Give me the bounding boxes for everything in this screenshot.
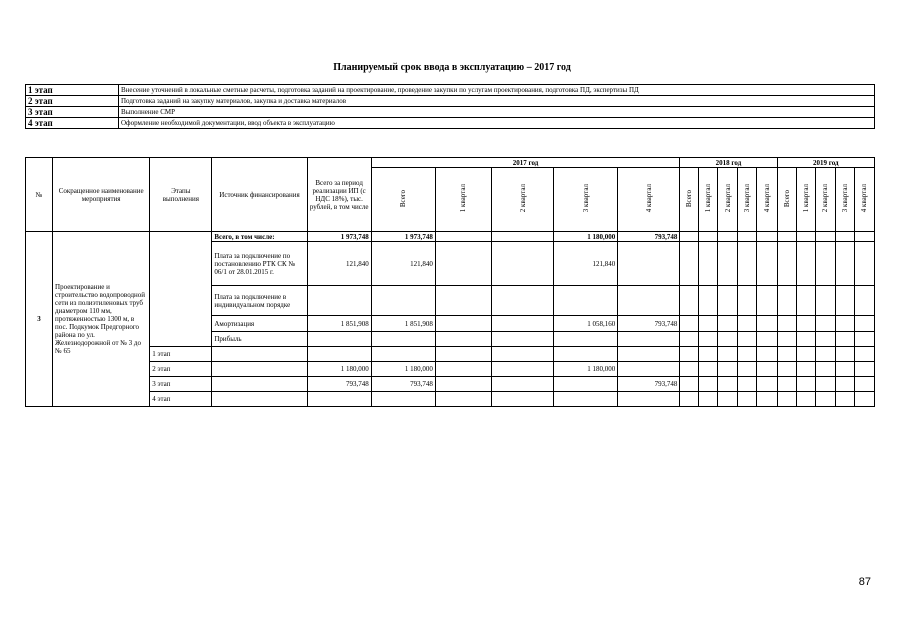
col-name: Сокращенное наименование мероприятия	[53, 158, 150, 232]
col-2017-all: Всего	[399, 189, 408, 208]
col-total: Всего за период реализации ИП (с НДС 18%), тыс. рублей, в том числе	[307, 158, 371, 232]
table-row	[26, 118, 875, 129]
src1-total: 121,840	[307, 242, 371, 286]
col-2018-q2: 2 квартал	[723, 184, 732, 213]
table-header-row	[26, 158, 875, 168]
stage-name: 1 этап	[26, 85, 119, 96]
stage-2: 2 этап	[150, 362, 212, 377]
src3-q3: 1 058,160	[554, 316, 618, 332]
total-q3: 1 180,000	[554, 232, 618, 242]
src3-total: 1 851,908	[307, 316, 371, 332]
col-2019-q1: 1 квартал	[801, 184, 810, 213]
row-num: 3	[26, 232, 53, 407]
row-name: Проектирование и строительство водопроводной сети из полиэтиленовых труб диаметром 110 мм, протяженностью 1300 м, в пос. Подкумок Предгорного района по ул. Железнодорожной от № 3 до № 65	[53, 232, 150, 407]
table-row	[26, 362, 875, 377]
stages-table	[25, 84, 875, 129]
page-title: Планируемый срок ввода в эксплуатацию – 2017 год	[333, 62, 571, 73]
stage-3: 3 этап	[150, 377, 212, 392]
col-2019-all: Всего	[782, 189, 791, 208]
col-source: Источник финансирования	[212, 158, 307, 232]
source-connection-rtk: Плата за подключение по постановлению РТК СК № 06/1 от 28.01.2015 г.	[212, 242, 307, 286]
table-row	[26, 96, 875, 107]
col-2018-q4: 4 квартал	[763, 184, 772, 213]
col-2017-q1: 1 квартал	[459, 184, 468, 213]
total-value: 1 973,748	[307, 232, 371, 242]
col-2017-q2: 2 квартал	[518, 184, 527, 213]
source-profit: Прибыль	[212, 332, 307, 347]
schedule-table	[25, 157, 875, 407]
stage-desc: Выполнение СМР	[119, 107, 875, 118]
table-row	[26, 85, 875, 96]
col-2017-q4: 4 квартал	[644, 184, 653, 213]
stage-name: 2 этап	[26, 96, 119, 107]
table-row	[26, 107, 875, 118]
stage-name: 3 этап	[26, 107, 119, 118]
total-label: Всего, в том числе:	[212, 232, 307, 242]
col-2019-q2: 2 квартал	[821, 184, 830, 213]
col-2019: 2019 год	[777, 158, 874, 168]
source-connection-individual: Плата за подключение в индивидуальном порядке	[212, 286, 307, 316]
total-2017: 1 973,748	[371, 232, 435, 242]
col-2018: 2018 год	[680, 158, 777, 168]
source-amortization: Амортизация	[212, 316, 307, 332]
src1-q3: 121,840	[554, 242, 618, 286]
col-2018-q1: 1 квартал	[704, 184, 713, 213]
col-stages: Этапы выполнения	[150, 158, 212, 232]
page-number: 87	[858, 576, 871, 588]
col-2018-all: Всего	[685, 189, 694, 208]
src3-q4: 793,748	[618, 316, 680, 332]
st3-q4: 793,748	[618, 377, 680, 392]
stage-4: 4 этап	[150, 392, 212, 407]
table-row	[26, 347, 875, 362]
src1-2017: 121,840	[371, 242, 435, 286]
col-2019-q4: 4 квартал	[860, 184, 869, 213]
col-2018-q3: 3 квартал	[743, 184, 752, 213]
col-2017: 2017 год	[371, 158, 680, 168]
stage-desc: Подготовка заданий на закупку материалов, закупка и доставка материалов	[119, 96, 875, 107]
stage-desc: Внесение уточнений в локальные сметные расчеты, подготовка заданий на проектирование, проведение закупки по услугам проектирования, подготовка ПД, экспертизы ПД	[119, 85, 875, 96]
st2-2017: 1 180,000	[371, 362, 435, 377]
total-q4: 793,748	[618, 232, 680, 242]
col-2017-q3: 3 квартал	[581, 184, 590, 213]
table-row	[26, 392, 875, 407]
stage-1: 1 этап	[150, 347, 212, 362]
st2-total: 1 180,000	[307, 362, 371, 377]
st3-total: 793,748	[307, 377, 371, 392]
st3-2017: 793,748	[371, 377, 435, 392]
table-row	[26, 377, 875, 392]
stage-desc: Оформление необходимой документации, ввод объекта в эксплуатацию	[119, 118, 875, 129]
col-2019-q3: 3 квартал	[840, 184, 849, 213]
stage-name: 4 этап	[26, 118, 119, 129]
col-num: №	[26, 158, 53, 232]
table-row	[26, 232, 875, 242]
st2-q3: 1 180,000	[554, 362, 618, 377]
src3-2017: 1 851,908	[371, 316, 435, 332]
